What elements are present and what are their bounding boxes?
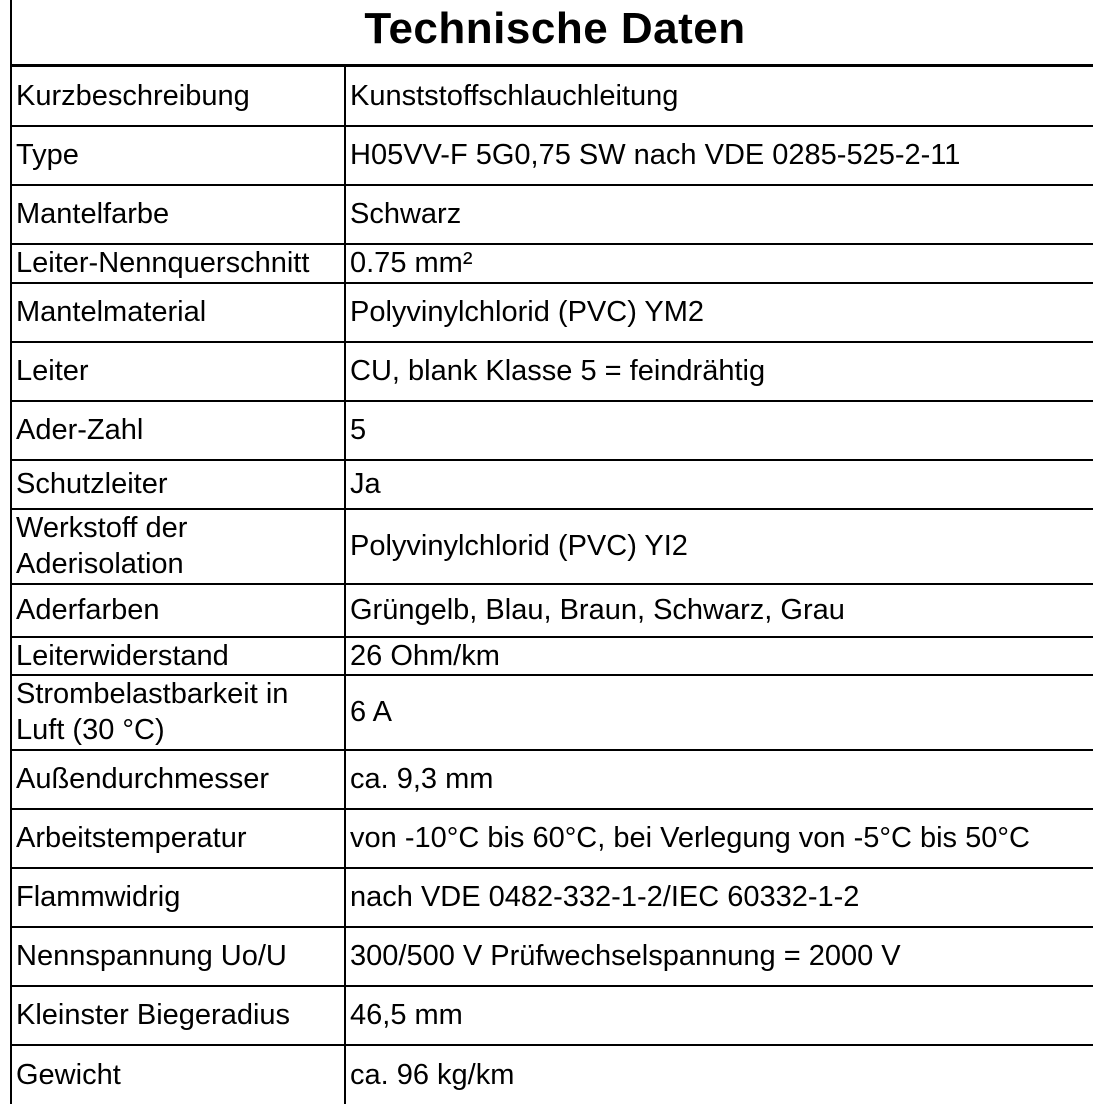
table-row	[11, 244, 1093, 283]
row-value: 0.75 mm²	[345, 244, 1093, 283]
row-label: Mantelmaterial	[11, 283, 345, 342]
row-label: Flammwidrig	[11, 868, 345, 927]
table-row	[11, 283, 1093, 342]
row-label: Type	[11, 126, 345, 185]
row-label: Außendurchmesser	[11, 750, 345, 809]
table-row	[11, 809, 1093, 868]
row-value: von -10°C bis 60°C, bei Verlegung von -5°C bis 50°C	[345, 809, 1093, 868]
table-row	[11, 750, 1093, 809]
row-label: Werkstoff der Aderisolation	[11, 509, 345, 584]
table-row	[11, 675, 1093, 750]
table-row	[11, 1045, 1093, 1104]
row-value: Schwarz	[345, 185, 1093, 244]
row-label: Leiter	[11, 342, 345, 401]
row-label: Kurzbeschreibung	[11, 66, 345, 126]
row-label: Kleinster Biegeradius	[11, 986, 345, 1045]
row-value: CU, blank Klasse 5 = feindrähtig	[345, 342, 1093, 401]
row-label: Nennspannung Uo/U	[11, 927, 345, 986]
table-row	[11, 927, 1093, 986]
row-value: Polyvinylchlorid (PVC) YM2	[345, 283, 1093, 342]
table-row	[11, 868, 1093, 927]
row-label: Ader-Zahl	[11, 401, 345, 460]
row-label: Aderfarben	[11, 584, 345, 637]
row-label: Leiterwiderstand	[11, 637, 345, 675]
row-value: Polyvinylchlorid (PVC) YI2	[345, 509, 1093, 584]
row-value: nach VDE 0482-332-1-2/IEC 60332-1-2	[345, 868, 1093, 927]
table-row	[11, 986, 1093, 1045]
table-row	[11, 126, 1093, 185]
row-label: Mantelfarbe	[11, 185, 345, 244]
table-row	[11, 185, 1093, 244]
spec-table	[10, 64, 1093, 1104]
table-row	[11, 584, 1093, 637]
row-value: Grüngelb, Blau, Braun, Schwarz, Grau	[345, 584, 1093, 637]
table-row	[11, 342, 1093, 401]
row-value: 300/500 V Prüfwechselspannung = 2000 V	[345, 927, 1093, 986]
table-row	[11, 401, 1093, 460]
row-value: Kunststoffschlauchleitung	[345, 66, 1093, 126]
row-value: 26 Ohm/km	[345, 637, 1093, 675]
page-title: Technische Daten	[364, 4, 746, 53]
row-label: Gewicht	[11, 1045, 345, 1104]
table-row	[11, 509, 1093, 584]
row-label: Leiter-Nennquerschnitt	[11, 244, 345, 283]
table-row	[11, 66, 1093, 126]
row-value: Ja	[345, 460, 1093, 509]
row-value: ca. 96 kg/km	[345, 1045, 1093, 1104]
table-row	[11, 637, 1093, 675]
row-value: ca. 9,3 mm	[345, 750, 1093, 809]
row-value: 46,5 mm	[345, 986, 1093, 1045]
row-label: Strombelastbarkeit in Luft (30 °C)	[11, 675, 345, 750]
row-value: H05VV-F 5G0,75 SW nach VDE 0285-525-2-11	[345, 126, 1093, 185]
row-label: Arbeitstemperatur	[11, 809, 345, 868]
row-label: Schutzleiter	[11, 460, 345, 509]
row-value: 6 A	[345, 675, 1093, 750]
row-value: 5	[345, 401, 1093, 460]
table-row	[11, 460, 1093, 509]
